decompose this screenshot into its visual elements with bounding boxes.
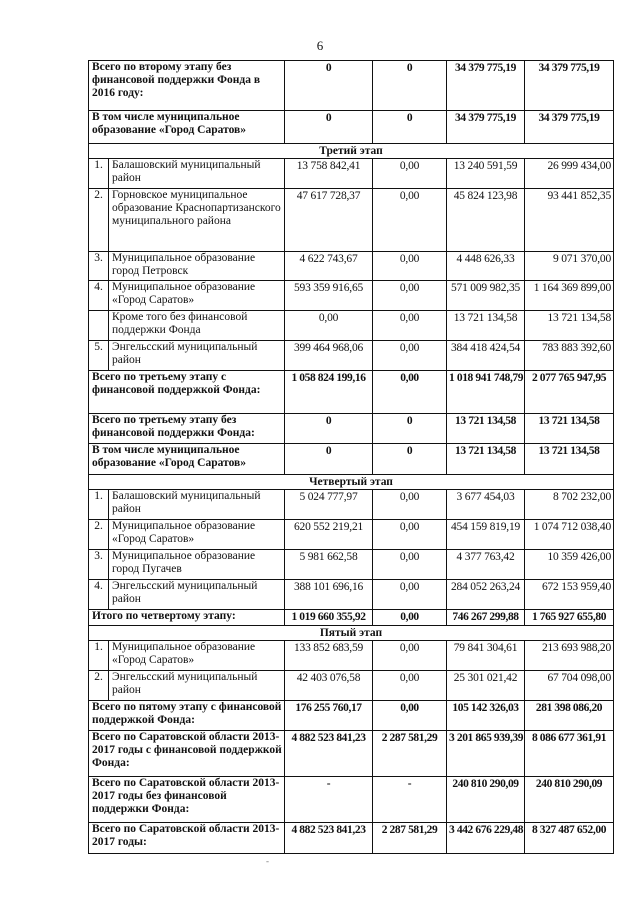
table-row xyxy=(89,490,614,520)
table-row xyxy=(89,159,614,189)
value-col-1: 5 024 777,97 xyxy=(285,490,373,520)
municipality-name: Балашовский муниципальный район xyxy=(109,159,285,189)
municipality-name: Муниципальное образование «Город Саратов» xyxy=(109,641,285,671)
value-col-4: 8 702 232,00 xyxy=(525,490,614,520)
value-col-2: 0,00 xyxy=(373,550,447,580)
table-row xyxy=(89,311,614,341)
value-col-2: 0,00 xyxy=(373,701,447,731)
row-number: 2. xyxy=(89,671,109,701)
stage-header-row xyxy=(89,475,614,490)
value-col-4: 8 086 677 361,91 xyxy=(525,731,614,777)
value-col-2: - xyxy=(373,777,447,823)
value-col-1: 1 019 660 355,92 xyxy=(285,610,373,626)
page-number: 6 xyxy=(316,38,324,53)
value-col-1: 1 058 824 199,16 xyxy=(285,371,373,414)
value-col-4: 9 071 370,00 xyxy=(525,252,614,281)
total-row xyxy=(89,610,614,626)
value-col-4: 1 074 712 038,40 xyxy=(525,520,614,550)
value-col-3: 284 052 263,24 xyxy=(447,580,525,610)
value-col-3: 384 418 424,54 xyxy=(447,341,525,371)
table-row xyxy=(89,671,614,701)
value-col-1: 620 552 219,21 xyxy=(285,520,373,550)
value-col-1: 4 622 743,67 xyxy=(285,252,373,281)
value-col-4: 672 153 959,40 xyxy=(525,580,614,610)
value-col-2: 0 xyxy=(373,111,447,144)
value-col-2: 0,00 xyxy=(373,252,447,281)
value-col-3: 240 810 290,09 xyxy=(447,777,525,823)
value-col-3: 571 009 982,35 xyxy=(447,281,525,311)
value-col-4: 26 999 434,00 xyxy=(525,159,614,189)
value-col-4: 783 883 392,60 xyxy=(525,341,614,371)
table-row xyxy=(89,641,614,671)
value-col-4: 1 164 369 899,00 xyxy=(525,281,614,311)
row-number xyxy=(89,311,109,341)
value-col-4: 213 693 988,20 xyxy=(525,641,614,671)
total-row xyxy=(89,777,614,823)
value-col-2: 0,00 xyxy=(373,159,447,189)
value-col-1: 388 101 696,16 xyxy=(285,580,373,610)
value-col-2: 2 287 581,29 xyxy=(373,823,447,854)
value-col-2: 0,00 xyxy=(373,341,447,371)
value-col-4: 8 327 487 652,00 xyxy=(525,823,614,854)
value-col-1: 0 xyxy=(285,414,373,444)
value-col-3: 13 721 134,58 xyxy=(447,311,525,341)
row-number: 5. xyxy=(89,341,109,371)
value-col-3: 3 201 865 939,39 xyxy=(447,731,525,777)
value-col-4: 13 721 134,58 xyxy=(525,414,614,444)
municipality-name: Балашовский муниципальный район xyxy=(109,490,285,520)
value-col-3: 13 721 134,58 xyxy=(447,414,525,444)
value-col-3: 4 448 626,33 xyxy=(447,252,525,281)
row-number: 1. xyxy=(89,490,109,520)
row-number: 3. xyxy=(89,550,109,580)
row-number: 2. xyxy=(89,520,109,550)
municipality-name: Энгельсский муниципальный район xyxy=(109,580,285,610)
value-col-2: 0,00 xyxy=(373,311,447,341)
value-col-1: 593 359 916,65 xyxy=(285,281,373,311)
value-col-1: 176 255 760,17 xyxy=(285,701,373,731)
value-col-3: 34 379 775,19 xyxy=(447,61,525,111)
value-col-2: 0,00 xyxy=(373,580,447,610)
table-row xyxy=(89,520,614,550)
value-col-1: 0 xyxy=(285,61,373,111)
value-col-2: 2 287 581,29 xyxy=(373,731,447,777)
total-label: Итого по четвертому этапу: xyxy=(89,610,285,626)
value-col-4: 10 359 426,00 xyxy=(525,550,614,580)
value-col-1: 13 758 842,41 xyxy=(285,159,373,189)
total-label: Всего по третьему этапу с финансовой поддержкой Фонда: xyxy=(89,371,285,414)
total-row xyxy=(89,701,614,731)
total-label: В том числе муниципальное образование «Город Саратов» xyxy=(89,444,285,475)
stage-title: Третий этап xyxy=(89,144,614,159)
stage-title: Пятый этап xyxy=(89,626,614,641)
value-col-3: 45 824 123,98 xyxy=(447,189,525,252)
row-number: 1. xyxy=(89,159,109,189)
value-col-2: 0,00 xyxy=(373,281,447,311)
value-col-1: 5 981 662,58 xyxy=(285,550,373,580)
value-col-2: 0,00 xyxy=(373,371,447,414)
total-row xyxy=(89,731,614,777)
total-label: Всего по третьему этапу без финансовой поддержки Фонда: xyxy=(89,414,285,444)
municipality-name: Муниципальное образование город Пугачев xyxy=(109,550,285,580)
value-col-4: 1 765 927 655,80 xyxy=(525,610,614,626)
table-row xyxy=(89,189,614,252)
stage-header-row xyxy=(89,626,614,641)
stage-title: Четвертый этап xyxy=(89,475,614,490)
value-col-4: 240 810 290,09 xyxy=(525,777,614,823)
value-col-3: 3 677 454,03 xyxy=(447,490,525,520)
value-col-3: 79 841 304,61 xyxy=(447,641,525,671)
value-col-3: 13 240 591,59 xyxy=(447,159,525,189)
value-col-3: 746 267 299,88 xyxy=(447,610,525,626)
value-col-2: 0,00 xyxy=(373,671,447,701)
value-col-2: 0,00 xyxy=(373,490,447,520)
row-number: 1. xyxy=(89,641,109,671)
value-col-4: 13 721 134,58 xyxy=(525,311,614,341)
value-col-1: 4 882 523 841,23 xyxy=(285,823,373,854)
value-col-4: 2 077 765 947,95 xyxy=(525,371,614,414)
value-col-1: 0 xyxy=(285,111,373,144)
table-row xyxy=(89,252,614,281)
table-row xyxy=(89,550,614,580)
value-col-4: 93 441 852,35 xyxy=(525,189,614,252)
financing-table xyxy=(88,60,614,854)
total-label: Всего по Саратовской области 2013-2017 годы: xyxy=(89,823,285,854)
value-col-3: 454 159 819,19 xyxy=(447,520,525,550)
value-col-1: 4 882 523 841,23 xyxy=(285,731,373,777)
value-col-1: 0,00 xyxy=(285,311,373,341)
municipality-name: Энгельсский муниципальный район xyxy=(109,341,285,371)
value-col-3: 25 301 021,42 xyxy=(447,671,525,701)
value-col-1: 0 xyxy=(285,444,373,475)
table-row xyxy=(89,580,614,610)
value-col-3: 3 442 676 229,48 xyxy=(447,823,525,854)
value-col-2: 0,00 xyxy=(373,189,447,252)
total-row xyxy=(89,823,614,854)
total-label: В том числе муниципальное образование «Город Саратов» xyxy=(89,111,285,144)
total-label: Всего по пятому этапу с финансовой поддержкой Фонда: xyxy=(89,701,285,731)
value-col-3: 34 379 775,19 xyxy=(447,111,525,144)
municipality-name: Кроме того без финансовой поддержки Фонда xyxy=(109,311,285,341)
municipality-name: Муниципальное образование «Город Саратов» xyxy=(109,520,285,550)
value-col-2: 0,00 xyxy=(373,520,447,550)
total-label: Всего по Саратовской области 2013-2017 годы с финансовой поддержкой Фонда: xyxy=(89,731,285,777)
total-row xyxy=(89,61,614,111)
value-col-2: 0,00 xyxy=(373,641,447,671)
value-col-1: 42 403 076,58 xyxy=(285,671,373,701)
municipality-name: Муниципальное образование «Город Саратов» xyxy=(109,281,285,311)
value-col-3: 1 018 941 748,79 xyxy=(447,371,525,414)
total-row xyxy=(89,371,614,414)
row-number: 4. xyxy=(89,281,109,311)
municipality-name: Энгельсский муниципальный район xyxy=(109,671,285,701)
total-row xyxy=(89,444,614,475)
total-row xyxy=(89,414,614,444)
municipality-name: Муниципальное образование город Петровск xyxy=(109,252,285,281)
value-col-4: 34 379 775,19 xyxy=(525,111,614,144)
value-col-4: 34 379 775,19 xyxy=(525,61,614,111)
value-col-4: 13 721 134,58 xyxy=(525,444,614,475)
value-col-3: 13 721 134,58 xyxy=(447,444,525,475)
row-number: 2. xyxy=(89,189,109,252)
value-col-4: 281 398 086,20 xyxy=(525,701,614,731)
total-label: Всего по Саратовской области 2013-2017 годы без финансовой поддержки Фонда: xyxy=(89,777,285,823)
value-col-3: 4 377 763,42 xyxy=(447,550,525,580)
table-row xyxy=(89,341,614,371)
value-col-1: 47 617 728,37 xyxy=(285,189,373,252)
value-col-2: 0,00 xyxy=(373,610,447,626)
value-col-2: 0 xyxy=(373,61,447,111)
value-col-1: 399 464 968,06 xyxy=(285,341,373,371)
municipality-name: Горновское муниципальное образование Краснопартизанского муниципального района xyxy=(109,189,285,252)
value-col-2: 0 xyxy=(373,444,447,475)
table-row xyxy=(89,281,614,311)
value-col-3: 105 142 326,03 xyxy=(447,701,525,731)
value-col-4: 67 704 098,00 xyxy=(525,671,614,701)
row-number: 4. xyxy=(89,580,109,610)
total-label: Всего по второму этапу без финансовой поддержки Фонда в 2016 году: xyxy=(89,61,285,111)
scan-mark: - xyxy=(266,856,269,866)
stage-header-row xyxy=(89,144,614,159)
value-col-1: 133 852 683,59 xyxy=(285,641,373,671)
total-row xyxy=(89,111,614,144)
row-number: 3. xyxy=(89,252,109,281)
value-col-2: 0 xyxy=(373,414,447,444)
value-col-1: - xyxy=(285,777,373,823)
